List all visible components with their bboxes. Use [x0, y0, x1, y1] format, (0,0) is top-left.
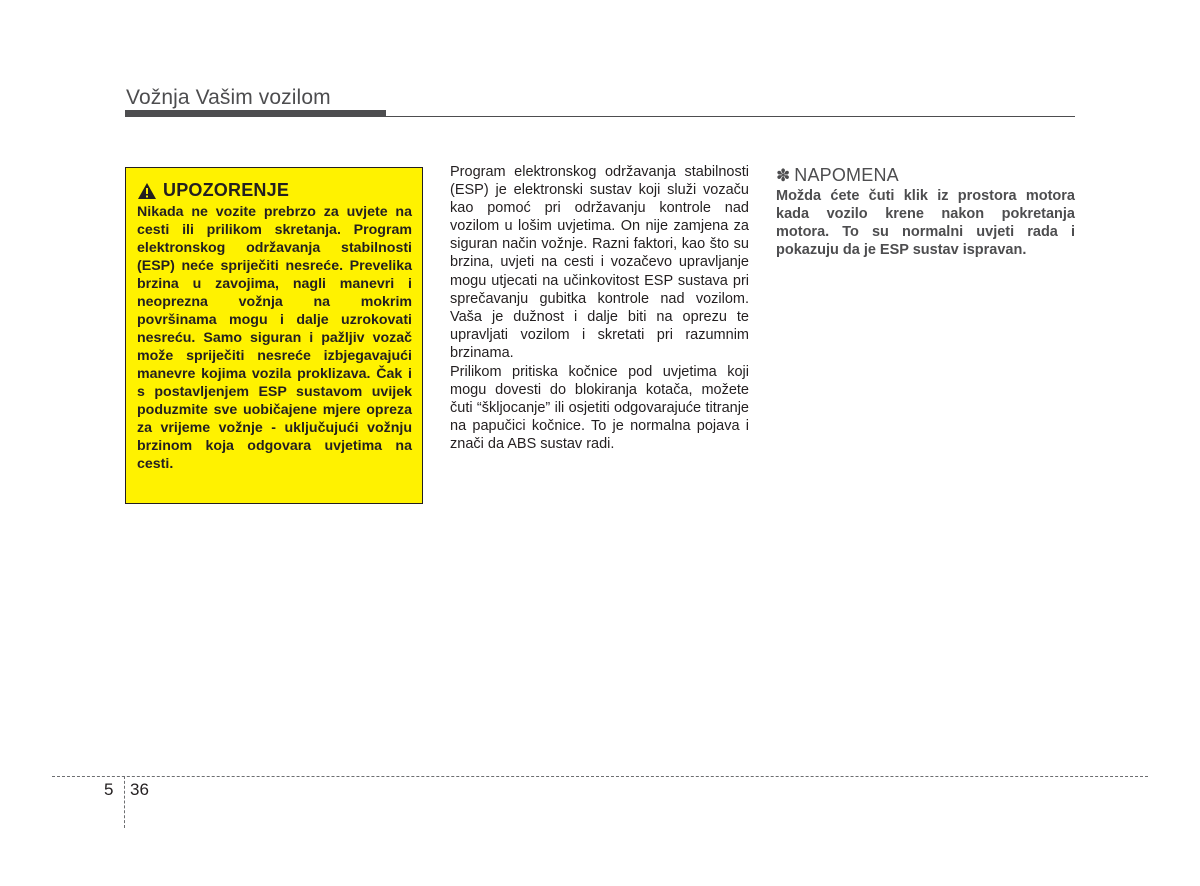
section-title: Vožnja Vašim vozilom	[126, 86, 331, 109]
note-column	[776, 165, 1075, 259]
header-rule-thin	[386, 116, 1075, 117]
warning-triangle-icon	[137, 182, 157, 200]
footer-vertical-divider	[124, 776, 125, 828]
header-rule-thick	[125, 110, 386, 117]
warning-box	[125, 167, 423, 504]
abs-paragraph: Prilikom pritiska kočnice pod uvjetima koji mogu dovesti do blokiranja kotača, možete čuti “škljocanje” ili osjetiti odgovarajuće titranje na papučici kočnice. To je normalna pojava i znači da ABS sustav radi.	[450, 364, 749, 453]
main-text-column	[450, 163, 749, 454]
warning-title: UPOZORENJE	[163, 180, 290, 200]
note-title: NAPOMENA	[794, 165, 899, 185]
warning-header	[137, 180, 412, 201]
note-text: Možda ćete čuti klik iz prostora motora kada vozilo krene nakon pokretanja motora. To su normalni uvjeti rada i pokazuju da je ESP sustav ispravan.	[776, 188, 1075, 258]
esp-paragraph: Program elektronskog održavanja stabilnosti (ESP) je elektronski sustav koji služi vozaču kao pomoć pri održavanju kontrole nad vozilom u lošim uvjetima. On nije zamjena za siguran način vožnje. Razni faktori, kao što su brzina, uvjeti na cesti i vozačevo upravljanje mogu utjecati na učinkovitost ESP sustava pri sprečavanju gubitka kontrole nad vozilom. Vaša je dužnost i dalje biti na oprezu te upravljati vozilom i skretati pri razumnim brzinama.	[450, 164, 749, 361]
note-header	[776, 165, 1075, 186]
chapter-number: 5	[104, 780, 114, 799]
footer-divider	[52, 776, 1148, 777]
asterisk-note-icon: ✽	[776, 165, 791, 185]
page-number: 36	[130, 780, 149, 799]
warning-text: Nikada ne vozite prebrzo za uvjete na cesti ili prilikom skretanja. Program elektronskog održavanja stabilnosti (ESP) neće spriječiti nesreće. Prevelika brzina u zavojima, nagli manevri i neoprezna vožnja na mokrim površinama mogu i dalje uzrokovati nesreću. Samo siguran i pažljiv vozač može spriječiti nesreće izbjegavajući manevre kojima vozila proklizava. Čak i s postavljenjem ESP sustavom uvijek poduzmite sve uobičajene mjere opreza za vrijeme vožnje - uključujući vožnju brzinom koja odgovara uvjetima na cesti.	[137, 204, 412, 472]
